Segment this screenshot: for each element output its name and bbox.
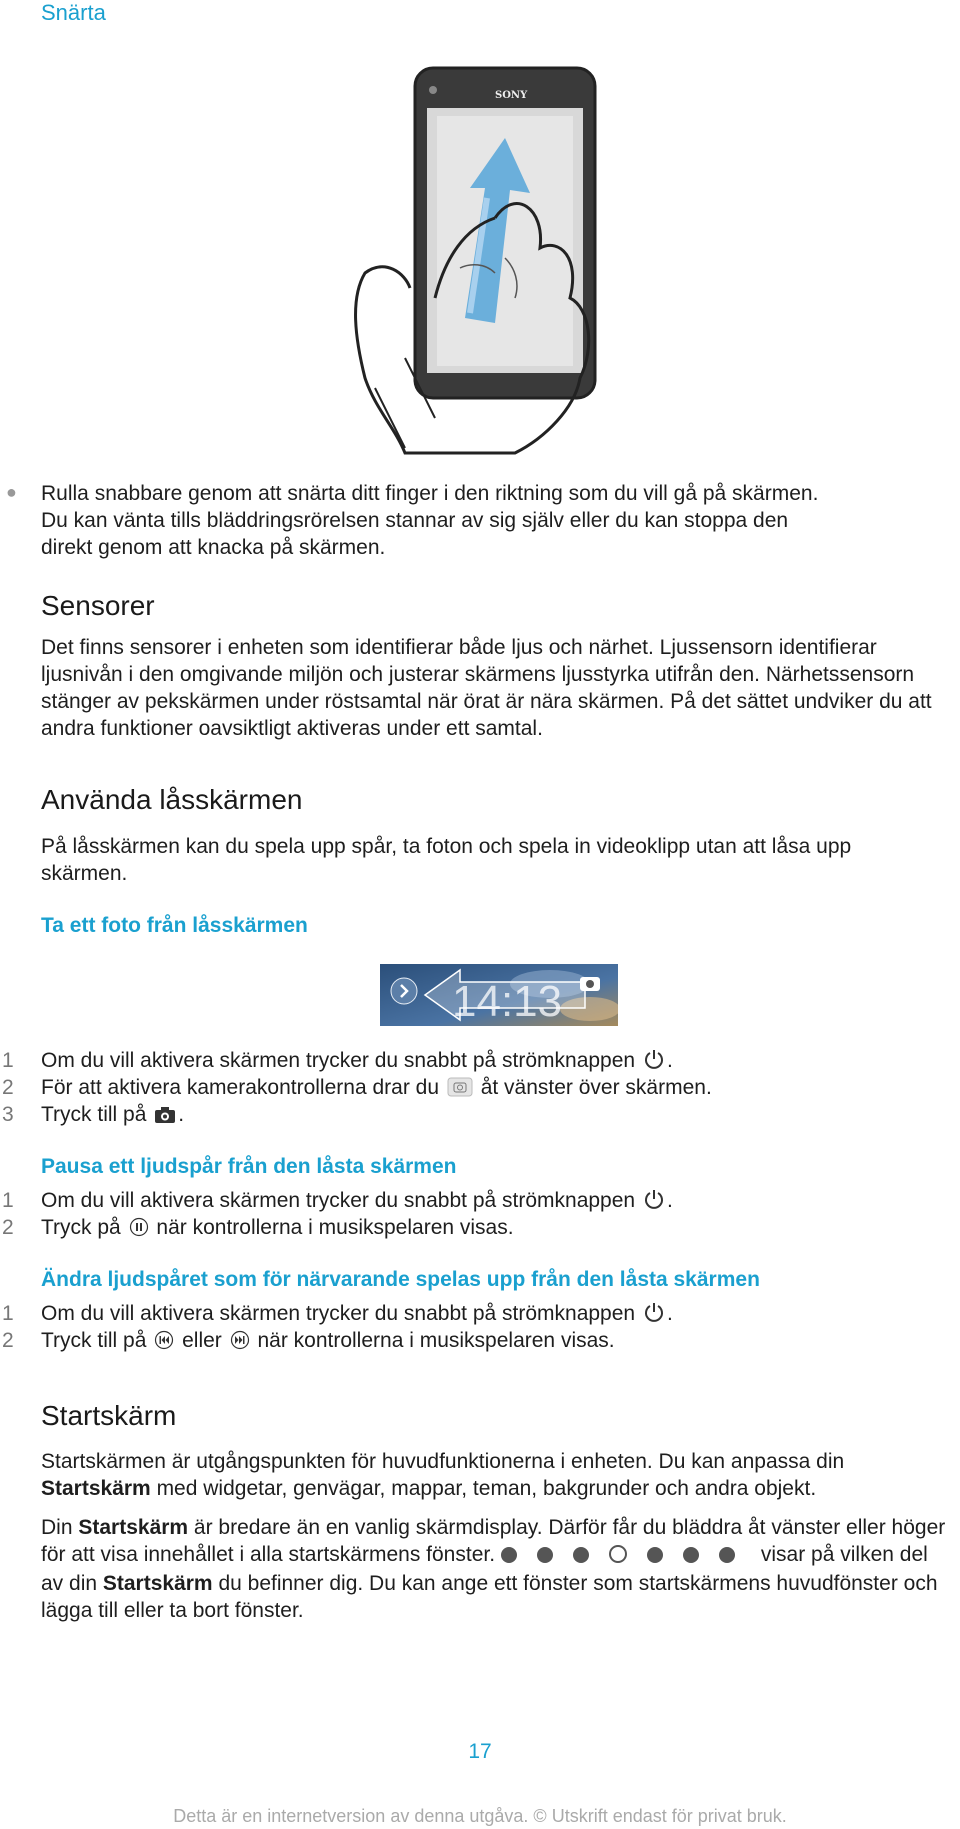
dot-icon [501, 1547, 517, 1563]
pane-indicator-dots [501, 1543, 755, 1570]
camera-icon [154, 1106, 176, 1124]
step-text-or: eller [182, 1329, 222, 1352]
lockscreen-clock: 14:13 [452, 977, 563, 1026]
step-number: 3 [2, 1103, 14, 1126]
dot-icon [537, 1547, 553, 1563]
step-text-end: åt vänster över skärmen. [480, 1076, 712, 1099]
dot-icon [683, 1547, 699, 1563]
step-text: Tryck på [41, 1216, 121, 1239]
step-text-end: när kontrollerna i musikspelaren visas. [156, 1216, 514, 1239]
power-icon [643, 1188, 665, 1210]
power-icon [643, 1048, 665, 1070]
text-span: är bredare än en vanlig skärmdisplay. Därför får du bläddra åt vänster eller höger för att visa innehållet i alla startskärmens fönster. [41, 1516, 946, 1566]
lockscreen-intro: På låsskärmen kan du spela upp spår, ta foton och spela in videoklipp utan att låsa upp skärmen. [41, 835, 852, 885]
section-title: Snärta [41, 0, 106, 25]
change-step-2 [0, 1327, 920, 1354]
pause-icon [129, 1217, 149, 1237]
dot-icon [719, 1547, 735, 1563]
power-icon [643, 1301, 665, 1323]
home-paragraph-1 [41, 1448, 941, 1502]
step-text: Om du vill aktivera skärmen trycker du snabbt på strömknappen [41, 1189, 636, 1212]
lockscreen-camera-image [380, 964, 618, 1026]
sensorer-heading: Sensorer [41, 590, 155, 621]
photo-step-1 [0, 1047, 920, 1074]
text-span: visar på vilken del av din [41, 1543, 928, 1595]
change-track-subheading: Ändra ljudspåret som för närvarande spelas upp från den låsta skärmen [41, 1268, 760, 1291]
photo-step-2 [0, 1074, 920, 1101]
home-heading: Startskärm [41, 1400, 177, 1431]
text-span: Startskärmen är utgångspunkten för huvudfunktionerna i enheten. Du kan anpassa din [41, 1450, 845, 1473]
step-text-end: . [666, 1049, 673, 1072]
step-text-end: när kontrollerna i musikspelaren visas. [257, 1329, 615, 1352]
dot-icon [647, 1547, 663, 1563]
pause-step-2 [0, 1214, 920, 1241]
pause-step-1 [0, 1187, 920, 1214]
camera-handle-icon [447, 1077, 473, 1097]
bold-term: Startskärm [41, 1477, 151, 1500]
photo-step-3 [0, 1101, 920, 1128]
step-number: 2 [2, 1329, 14, 1352]
footer-note: Detta är en internetversion av denna utgåva. © Utskrift endast för privat bruk. [173, 1806, 787, 1826]
change-step-1 [0, 1300, 920, 1327]
step-number: 1 [2, 1049, 14, 1072]
step-text-end: . [178, 1103, 185, 1126]
step-text: Om du vill aktivera skärmen trycker du snabbt på strömknappen [41, 1049, 636, 1072]
step-text: Om du vill aktivera skärmen trycker du snabbt på strömknappen [41, 1302, 636, 1325]
previous-track-icon [154, 1330, 174, 1350]
dot-icon [573, 1547, 589, 1563]
next-track-icon [230, 1330, 250, 1350]
flick-bullet-text: Rulla snabbare genom att snärta ditt finger i den riktning som du vill gå på skärmen. Du kan vänta tills bläddringsrörelsen stannar av sig själv eller du kan stoppa den direkt genom att knacka på skärmen. [41, 482, 819, 559]
step-text-end: . [666, 1302, 673, 1325]
step-number: 1 [2, 1189, 14, 1212]
flick-bullet-item [0, 480, 920, 561]
step-text-end: . [666, 1189, 673, 1212]
text-span: med widgetar, genvägar, mappar, teman, bakgrunder och andra objekt. [150, 1477, 817, 1500]
step-number: 2 [2, 1076, 14, 1099]
page-number: 17 [468, 1740, 492, 1763]
text-span: Din [41, 1516, 79, 1539]
lockscreen-heading: Använda låsskärmen [41, 784, 303, 815]
bold-term: Startskärm [78, 1516, 189, 1539]
bullet-dot: ● [6, 482, 17, 502]
step-number: 2 [2, 1216, 14, 1239]
bold-term: Startskärm [102, 1572, 213, 1595]
phone-brand-label: SONY [495, 90, 528, 101]
text-span: du befinner dig. Du kan ange ett fönster som startskärmens huvudfönster och lägga till eller ta bort fönster. [41, 1572, 938, 1622]
step-text: För att aktivera kamerakontrollerna drar du [41, 1076, 440, 1099]
sensorer-body: Det finns sensorer i enheten som identifierar både ljus och närhet. Ljussensorn identifierar ljusnivån i den omgivande miljön och justerar skärmens ljusstyrka utifrån den. Närhetssensorn stänger av pekskärmen under röstsamtal när örat är nära skärmen. På det sättet undviker du att andra funktioner oavsiktligt aktiveras under ett samtal. [41, 636, 932, 740]
step-text: Tryck till på [41, 1329, 147, 1352]
home-paragraph-2 [41, 1514, 951, 1624]
pause-subheading: Pausa ett ljudspår från den låsta skärmen [41, 1155, 457, 1178]
photo-subheading: Ta ett foto från låsskärmen [41, 914, 308, 937]
phone-flick-illustration [345, 58, 665, 462]
step-text: Tryck till på [41, 1103, 147, 1126]
dot-current-icon [609, 1545, 627, 1563]
step-number: 1 [2, 1302, 14, 1325]
